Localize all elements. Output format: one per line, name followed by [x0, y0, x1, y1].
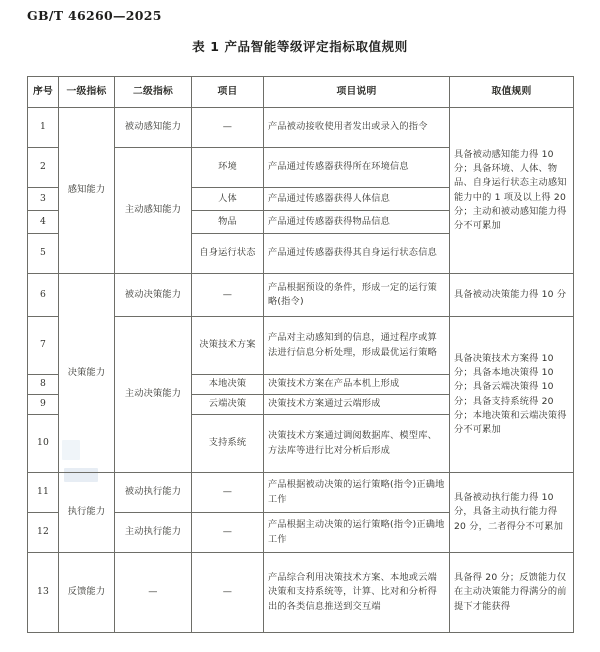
- cell-description: 产品被动接收使用者发出或录入的指令: [264, 108, 450, 148]
- cell-description: 决策技术方案在产品本机上形成: [264, 375, 450, 395]
- cell-item: —: [192, 473, 264, 513]
- cell-rule-execution: 具备被动执行能力得 10 分，具备主动执行能力得 20 分，二者得分不可累加: [450, 473, 574, 553]
- table-row: [28, 274, 574, 317]
- cell-no: 6: [28, 274, 59, 317]
- cell-description: 产品对主动感知到的信息，通过程序或算法进行信息分析处理，形成最优运行策略: [264, 317, 450, 375]
- cell-no: 1: [28, 108, 59, 148]
- cell-rule-perception: 具备被动感知能力得 10 分；具备环境、人体、物品、自身运行状态主动感知能力中的 1 项及以上得 20 分；主动和被动感知能力得分不可累加: [450, 108, 574, 274]
- table-header: [28, 77, 574, 108]
- cell-description: 产品综合利用决策技术方案、本地或云端决策和支持系统等，计算、比对和分析得出的各类信息推送到交互端: [264, 553, 450, 633]
- header-cell-description: 项目说明: [264, 77, 450, 108]
- cell-no: 12: [28, 513, 59, 553]
- standard-code-header: GB/T 46260—2025: [27, 8, 162, 23]
- cell-no: 11: [28, 473, 59, 513]
- cell-item: 支持系统: [192, 415, 264, 473]
- cell-item: —: [192, 108, 264, 148]
- header-row: [28, 77, 574, 108]
- cell-item: 物品: [192, 211, 264, 234]
- cell-level2: 被动执行能力: [115, 473, 192, 513]
- cell-item: —: [192, 274, 264, 317]
- cell-level2-active-decision: 主动决策能力: [115, 317, 192, 473]
- cell-level1-execution: 执行能力: [59, 473, 115, 553]
- table-row: [28, 108, 574, 148]
- cell-no: 7: [28, 317, 59, 375]
- cell-no: 13: [28, 553, 59, 633]
- cell-item: 环境: [192, 148, 264, 188]
- cell-description: 产品根据预设的条件，形成一定的运行策略(指令): [264, 274, 450, 317]
- cell-description: 产品根据被动决策的运行策略(指令)正确地工作: [264, 473, 450, 513]
- cell-item: —: [192, 513, 264, 553]
- cell-no: 4: [28, 211, 59, 234]
- intelligence-grade-table: [27, 76, 574, 633]
- cell-description: 产品通过传感器获得所在环境信息: [264, 148, 450, 188]
- cell-description: 决策技术方案通过云端形成: [264, 395, 450, 415]
- cell-description: 产品根据主动决策的运行策略(指令)正确地工作: [264, 513, 450, 553]
- header-cell-rule: 取值规则: [450, 77, 574, 108]
- table-row: [28, 553, 574, 633]
- header-cell-item: 项目: [192, 77, 264, 108]
- cell-item: 云端决策: [192, 395, 264, 415]
- cell-description: 产品通过传感器获得其自身运行状态信息: [264, 234, 450, 274]
- cell-description: 产品通过传感器获得物品信息: [264, 211, 450, 234]
- cell-rule-passive-decision: 具备被动决策能力得 10 分: [450, 274, 574, 317]
- table-body: [28, 108, 574, 633]
- cell-rule-active-decision: 具备决策技术方案得 10 分；具备本地决策得 10 分；具备云端决策得 10 分；具备支持系统得 20 分；本地决策和云端决策得分不可累加: [450, 317, 574, 473]
- cell-item: —: [192, 553, 264, 633]
- cell-no: 3: [28, 188, 59, 211]
- cell-level2-active-perception: 主动感知能力: [115, 148, 192, 274]
- cell-no: 10: [28, 415, 59, 473]
- cell-level2: 被动决策能力: [115, 274, 192, 317]
- cell-rule-feedback: 具备得 20 分；反馈能力仅在主动决策能力得满分的前提下才能获得: [450, 553, 574, 633]
- cell-no: 8: [28, 375, 59, 395]
- header-cell-level1: 一级指标: [59, 77, 115, 108]
- table-row: [28, 473, 574, 513]
- cell-item: 人体: [192, 188, 264, 211]
- cell-level2: 被动感知能力: [115, 108, 192, 148]
- cell-no: 5: [28, 234, 59, 274]
- cell-level2: —: [115, 553, 192, 633]
- cell-item: 自身运行状态: [192, 234, 264, 274]
- cell-level2: 主动执行能力: [115, 513, 192, 553]
- cell-item: 本地决策: [192, 375, 264, 395]
- cell-level1-decision: 决策能力: [59, 274, 115, 473]
- table-container: [27, 76, 573, 633]
- cell-level1-feedback: 反馈能力: [59, 553, 115, 633]
- cell-no: 2: [28, 148, 59, 188]
- header-cell-no: 序号: [28, 77, 59, 108]
- cell-level1-perception: 感知能力: [59, 108, 115, 274]
- table-caption: 表 1 产品智能等级评定指标取值规则: [192, 39, 408, 54]
- cell-no: 9: [28, 395, 59, 415]
- cell-item: 决策技术方案: [192, 317, 264, 375]
- header-cell-level2: 二级指标: [115, 77, 192, 108]
- cell-description: 产品通过传感器获得人体信息: [264, 188, 450, 211]
- cell-description: 决策技术方案通过调阅数据库、模型库、方法库等进行比对分析后形成: [264, 415, 450, 473]
